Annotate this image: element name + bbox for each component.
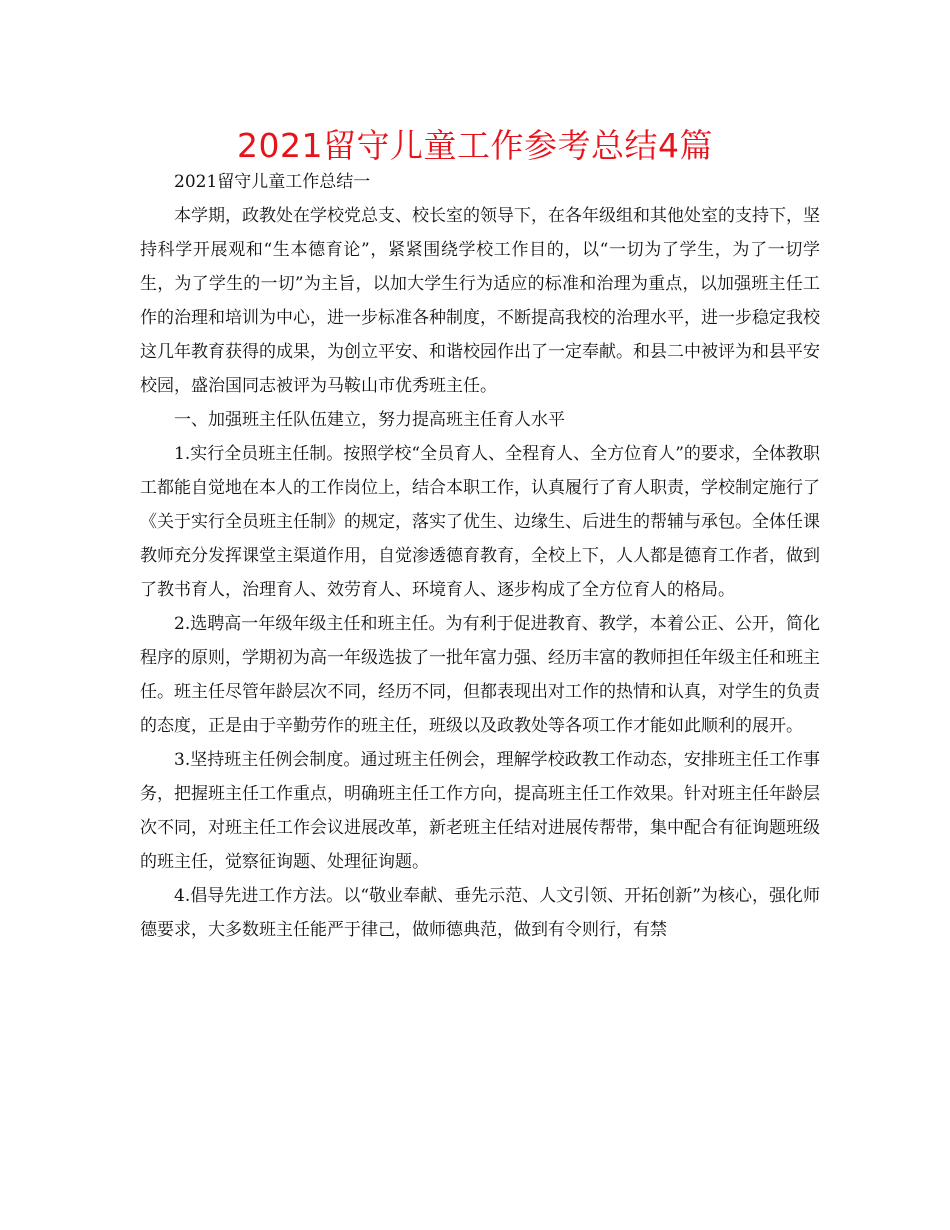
paragraph-item-3: 3.坚持班主任例会制度。通过班主任例会，理解学校政教工作动态，安排班主任工作事务，把握班主任工作重点，明确班主任工作方向，提高班主任工作效果。针对班主任年龄层次不同，对班主任工作会议进展改革，新老班主任结对进展传帮带，集中配合有征询题班级的班主任，觉察征询题、处理征询题。 xyxy=(140,750,820,872)
document-title: 2021留守儿童工作参考总结4篇 xyxy=(237,126,713,165)
paragraph-item-2: 2.选聘高一年级年级主任和班主任。为有利于促进教育、教学，本着公正、公开，简化程序的原则，学期初为高一年级选拔了一批年富力强、经历丰富的教师担任年级主任和班主任。班主任尽管年龄层次不同，经历不同，但都表现出对工作的热情和认真，对学生的负责的态度，正是由于辛勤劳作的班主任，班级以及政教处等各项工作才能如此顺利的展开。 xyxy=(140,614,820,736)
section-heading-1: 一、加强班主任队伍建立，努力提高班主任育人水平 xyxy=(174,410,565,430)
paragraph-intro: 本学期，政教处在学校党总支、校长室的领导下，在各年级组和其他处室的支持下，坚持科学开展观和“生本德育论”，紧紧围绕学校工作目的，以“一切为了学生，为了一切学生，为了学生的一切”为主旨，以加大学生行为适应的标准和治理为重点，以加强班主任工作的治理和培训为中心，进一步标准各种制度，不断提高我校的治理水平，进一步稳定我校这几年教育获得的成果，为创立平安、和谐校园作出了一定奉献。和县二中被评为和县平安校园，盛治国同志被评为马鞍山市优秀班主任。 xyxy=(140,206,820,396)
paragraph-item-1: 1.实行全员班主任制。按照学校“全员育人、全程育人、全方位育人”的要求，全体教职工都能自觉地在本人的工作岗位上，结合本职工作，认真履行了育人职责，学校制定施行了《关于实行全员班主任制》的规定，落实了优生、边缘生、后进生的帮辅与承包。全体任课教师充分发挥课堂主渠道作用，自觉渗透德育教育，全校上下，人人都是德育工作者，做到了教书育人，治理育人、效劳育人、环境育人、逐步构成了全方位育人的格局。 xyxy=(140,444,820,600)
paragraph-item-4: 4.倡导先进工作方法。以“敬业奉献、垂先示范、人文引领、开拓创新”为核心，强化师德要求，大多数班主任能严于律己，做师德典范，做到有令则行，有禁 xyxy=(140,886,820,940)
section-subtitle: 2021留守儿童工作总结一 xyxy=(174,172,371,192)
document-body xyxy=(140,165,820,947)
